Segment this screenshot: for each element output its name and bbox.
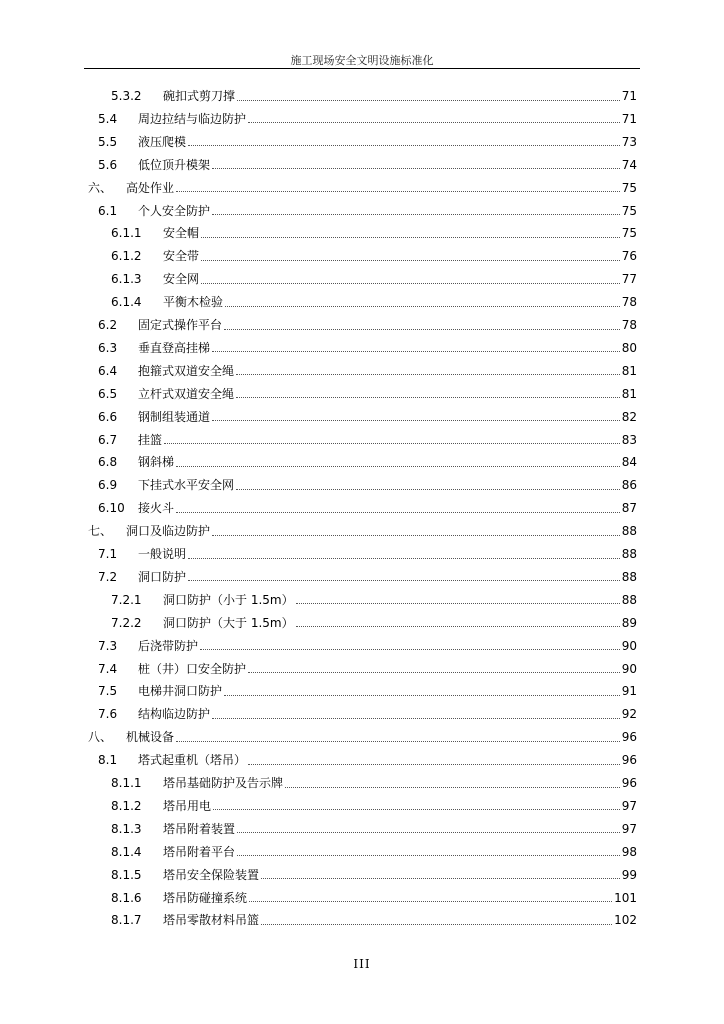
toc-entry-title: 垂直登高挂梯: [138, 340, 211, 355]
toc-entry-title: 液压爬模: [138, 134, 187, 149]
toc-entry-title: 接火斗: [138, 501, 175, 516]
toc-dot-leader: [248, 752, 620, 765]
toc-entry-title: 安全帽: [163, 226, 200, 241]
toc-entry-title: 低位顶升模架: [138, 157, 211, 172]
toc-entry[interactable]: [111, 269, 637, 289]
toc-entry[interactable]: [98, 475, 637, 495]
toc-dot-leader: [237, 820, 620, 833]
toc-entry-title: 钢斜梯: [138, 455, 175, 470]
toc-entry[interactable]: [111, 773, 637, 793]
toc-entry[interactable]: [98, 704, 637, 724]
toc-entry-title: 桩（井）口安全防护: [138, 661, 247, 676]
toc-dot-leader: [224, 317, 620, 330]
toc-entry-page: 90: [621, 661, 637, 676]
toc-entry[interactable]: [98, 498, 637, 518]
toc-entry[interactable]: [98, 407, 637, 427]
toc-dot-leader: [261, 866, 620, 879]
toc-entry-title: 挂篮: [138, 432, 163, 447]
toc-entry-page: 92: [621, 707, 637, 722]
toc-dot-leader: [188, 568, 620, 581]
toc-dot-leader: [213, 797, 620, 810]
toc-dot-leader: [261, 912, 612, 925]
toc-dot-leader: [225, 294, 620, 307]
toc-entry[interactable]: [111, 613, 637, 633]
toc-entry-title: 个人安全防护: [138, 203, 211, 218]
toc-dot-leader: [248, 110, 620, 123]
toc-entry-title: 高处作业: [126, 180, 175, 195]
toc-entry-title: 塔吊零散材料吊篮: [163, 913, 260, 928]
toc-entry-page: 81: [621, 363, 637, 378]
toc-entry[interactable]: [111, 888, 637, 908]
toc-entry-number: 5.3.2: [111, 89, 142, 103]
toc-entry-title: 抱箍式双道安全绳: [138, 363, 235, 378]
toc-entry-title: 塔吊防碰撞系统: [163, 890, 248, 905]
toc-entry-page: 88: [621, 569, 637, 584]
toc-entry-page: 76: [621, 249, 637, 264]
toc-entry-title: 洞口及临边防护: [126, 524, 211, 539]
toc-entry[interactable]: [98, 636, 637, 656]
toc-entry-page: 90: [621, 638, 637, 653]
toc-entry[interactable]: [111, 910, 637, 930]
toc-entry-number: 6.1.3: [111, 272, 142, 287]
toc-entry-number: 7.2.1: [111, 592, 142, 607]
toc-entry-title: 安全网: [163, 272, 200, 287]
toc-entry-number: 7.5: [98, 684, 118, 699]
toc-entry-title: 塔吊附着装置: [163, 821, 236, 836]
toc-entry-page: 71: [621, 111, 637, 126]
toc-entry[interactable]: [98, 201, 637, 221]
toc-entry-number: 8.1.1: [111, 776, 142, 790]
toc-entry-title: 平衡木检验: [163, 295, 224, 310]
toc-entry-number: 7.1: [98, 547, 118, 561]
toc-entry[interactable]: [98, 681, 637, 701]
toc-entry[interactable]: [111, 86, 637, 106]
toc-entry-page: 96: [621, 730, 637, 745]
toc-entry[interactable]: [98, 155, 637, 175]
toc-entry-page: 83: [621, 432, 637, 447]
toc-entry-title: 洞口防护（小于 1.5m）: [163, 592, 294, 607]
toc-dot-leader: [176, 179, 620, 192]
toc-dot-leader: [212, 408, 620, 421]
toc-dot-leader: [188, 546, 620, 559]
toc-dot-leader: [176, 729, 620, 742]
toc-entry-page: 75: [621, 203, 637, 218]
toc-dot-leader: [248, 660, 620, 673]
toc-dot-leader: [212, 523, 620, 536]
toc-dot-leader: [212, 706, 620, 719]
toc-entry[interactable]: [88, 727, 637, 747]
toc-dot-leader: [176, 454, 620, 467]
toc-entry-number: 8.1.2: [111, 798, 142, 813]
page-header: 施工现场安全文明设施标准化: [290, 54, 434, 67]
toc-entry-number: 5.5: [98, 134, 118, 149]
toc-entry-page: 80: [621, 340, 637, 355]
toc-entry-title: 下挂式水平安全网: [138, 478, 235, 493]
toc-entry-page: 96: [621, 776, 637, 790]
toc-entry-title: 塔吊基础防护及告示牌: [163, 776, 284, 790]
toc-entry-title: 结构临边防护: [138, 707, 211, 722]
toc-entry-title: 洞口防护: [138, 569, 187, 584]
toc-entry-page: 81: [621, 386, 637, 401]
toc-entry-number: 6.9: [98, 478, 118, 493]
toc-entry-title: 立杆式双道安全绳: [138, 386, 235, 401]
toc-entry-page: 78: [621, 318, 637, 332]
toc-entry-page: 98: [621, 844, 637, 859]
toc-entry[interactable]: [111, 865, 637, 885]
toc-entry[interactable]: [98, 659, 637, 679]
toc-entry-number: 8.1.5: [111, 867, 142, 882]
toc-entry-title: 塔式起重机（塔吊）: [138, 753, 247, 768]
toc-entry-number: 6.2: [98, 318, 118, 332]
toc-entry-number: 5.4: [98, 111, 118, 126]
toc-entry-page: 89: [621, 615, 637, 630]
toc-entry-title: 电梯井洞口防护: [138, 684, 223, 699]
toc-entry[interactable]: [98, 384, 637, 404]
toc-dot-leader: [212, 339, 620, 352]
toc-dot-leader: [296, 591, 620, 604]
toc-entry-title: 安全带: [163, 249, 200, 264]
toc-dot-leader: [236, 477, 620, 490]
toc-entry-title: 钢制组装通道: [138, 409, 211, 424]
toc-entry-page: 74: [621, 157, 637, 172]
toc-entry-number: 六、: [88, 180, 113, 195]
toc-entry[interactable]: [98, 315, 637, 335]
toc-entry-page: 99: [621, 867, 637, 882]
toc-entry-page: 77: [621, 272, 637, 287]
toc-entry-page: 97: [621, 821, 637, 836]
toc-entry[interactable]: [111, 819, 637, 839]
toc-entry-number: 6.4: [98, 363, 118, 378]
toc-dot-leader: [200, 637, 620, 650]
toc-entry-page: 88: [621, 524, 637, 539]
toc-entry-page: 78: [621, 295, 637, 310]
toc-entry-title: 一般说明: [138, 547, 187, 561]
toc-entry-number: 6.1.1: [111, 226, 142, 241]
toc-entry[interactable]: [111, 292, 637, 312]
toc-entry[interactable]: [98, 109, 637, 129]
toc-entry[interactable]: [98, 361, 637, 381]
toc-entry-number: 6.7: [98, 432, 118, 447]
toc-dot-leader: [201, 271, 620, 284]
toc-entry[interactable]: [98, 430, 637, 450]
toc-dot-leader: [201, 248, 620, 261]
toc-entry[interactable]: [111, 796, 637, 816]
toc-entry[interactable]: [98, 567, 637, 587]
toc-entry-title: 周边拉结与临边防护: [138, 111, 247, 126]
toc-entry-number: 8.1.6: [111, 890, 142, 905]
toc-entry-number: 8.1: [98, 753, 118, 768]
toc-entry-number: 八、: [88, 730, 113, 745]
toc-entry-number: 8.1.7: [111, 913, 142, 928]
toc-entry[interactable]: [111, 246, 637, 266]
toc-entry-number: 6.10: [98, 501, 125, 516]
toc-entry-title: 固定式操作平台: [138, 318, 223, 332]
toc-dot-leader: [237, 88, 620, 101]
toc-entry-page: 87: [621, 501, 637, 516]
toc-dot-leader: [236, 385, 620, 398]
toc-entry[interactable]: [98, 132, 637, 152]
toc-entry-title: 洞口防护（大于 1.5m）: [163, 615, 294, 630]
toc-dot-leader: [249, 889, 612, 902]
toc-entry[interactable]: [98, 750, 637, 770]
toc-entry-page: 75: [621, 226, 637, 241]
toc-entry-number: 七、: [88, 524, 113, 539]
toc-dot-leader: [188, 133, 620, 146]
toc-entry-page: 86: [621, 478, 637, 493]
toc-entry-number: 6.1: [98, 203, 118, 218]
toc-dot-leader: [285, 775, 620, 788]
toc-entry[interactable]: [98, 544, 637, 564]
toc-entry[interactable]: [88, 521, 637, 541]
page-number: III: [353, 957, 371, 971]
toc-entry-number: 6.3: [98, 340, 118, 355]
toc-entry-page: 73: [621, 134, 637, 149]
toc-entry-page: 84: [621, 455, 637, 470]
toc-entry-number: 5.6: [98, 157, 118, 172]
toc-dot-leader: [212, 156, 620, 169]
toc-dot-leader: [224, 683, 620, 696]
toc-entry-page: 75: [621, 180, 637, 195]
toc-entry-title: 碗扣式剪刀撑: [163, 89, 236, 103]
toc-dot-leader: [212, 202, 620, 215]
toc-entry-number: 7.6: [98, 707, 118, 722]
toc-entry-page: 96: [621, 753, 637, 768]
toc-entry-page: 102: [614, 913, 637, 928]
toc-entry-number: 8.1.3: [111, 821, 142, 836]
toc-entry[interactable]: [98, 452, 637, 472]
toc-entry-page: 97: [621, 798, 637, 813]
toc-entry-number: 6.5: [98, 386, 118, 401]
toc-entry-page: 88: [621, 547, 637, 561]
toc-entry-number: 6.8: [98, 455, 118, 470]
header-rule: [84, 68, 640, 69]
toc-entry[interactable]: [111, 223, 637, 243]
toc-entry-title: 后浇带防护: [138, 638, 199, 653]
toc-entry-page: 101: [614, 890, 637, 905]
toc-entry-number: 7.2: [98, 569, 118, 584]
toc-entry-number: 7.3: [98, 638, 118, 653]
toc-dot-leader: [237, 843, 620, 856]
toc-entry-number: 7.4: [98, 661, 118, 676]
toc-dot-leader: [164, 431, 620, 444]
toc-entry-number: 8.1.4: [111, 844, 142, 859]
toc-entry-page: 71: [621, 89, 637, 103]
toc-dot-leader: [176, 500, 620, 513]
toc-entry-number: 6.6: [98, 409, 118, 424]
toc-entry-title: 塔吊附着平台: [163, 844, 236, 859]
toc-entry-title: 机械设备: [126, 730, 175, 745]
toc-entry-page: 88: [621, 592, 637, 607]
toc-entry[interactable]: [88, 178, 637, 198]
toc-entry[interactable]: [111, 590, 637, 610]
toc-entry[interactable]: [98, 338, 637, 358]
toc-entry-number: 6.1.4: [111, 295, 142, 310]
toc-entry-title: 塔吊用电: [163, 798, 212, 813]
toc-entry-page: 91: [621, 684, 637, 699]
toc-dot-leader: [236, 362, 620, 375]
toc-entry-number: 6.1.2: [111, 249, 142, 264]
toc-entry-number: 7.2.2: [111, 615, 142, 630]
toc-dot-leader: [296, 614, 620, 627]
toc-entry-title: 塔吊安全保险装置: [163, 867, 260, 882]
toc-dot-leader: [201, 225, 620, 238]
toc-entry[interactable]: [111, 842, 637, 862]
toc-entry-page: 82: [621, 409, 637, 424]
